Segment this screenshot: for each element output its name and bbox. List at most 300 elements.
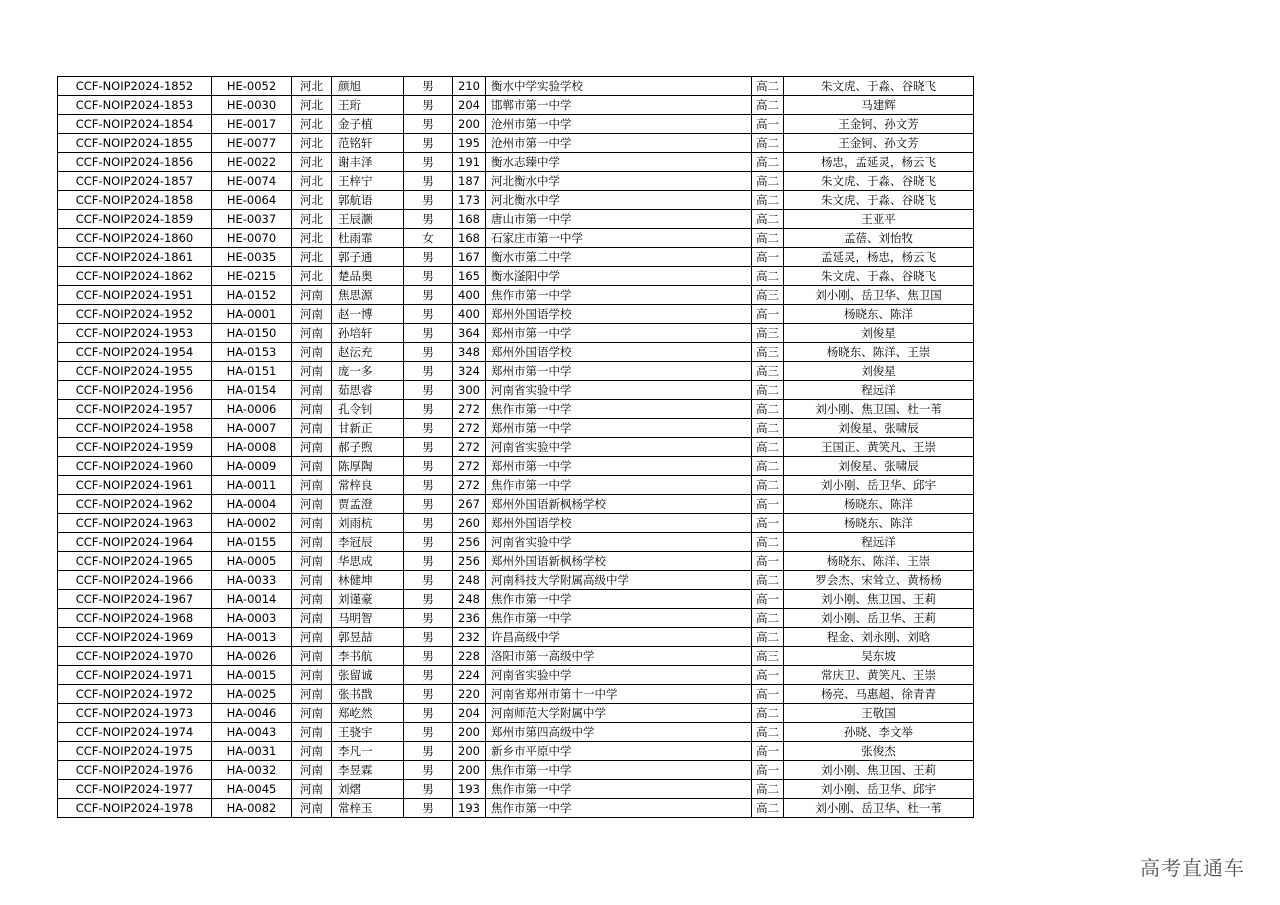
grade-cell: 高二 [752, 723, 784, 742]
grade-cell: 高二 [752, 229, 784, 248]
student-name-cell: 李昱霖 [332, 761, 404, 780]
grade-cell: 高二 [752, 172, 784, 191]
exam-id-cell: HA-0026 [212, 647, 292, 666]
gender-cell: 男 [404, 590, 453, 609]
cert-id-cell: CCF-NOIP2024-1963 [58, 514, 212, 533]
cert-id-cell: CCF-NOIP2024-1857 [58, 172, 212, 191]
school-cell: 洛阳市第一高级中学 [486, 647, 752, 666]
province-cell: 河南 [292, 590, 332, 609]
cert-id-cell: CCF-NOIP2024-1861 [58, 248, 212, 267]
student-name-cell: 郝子煦 [332, 438, 404, 457]
exam-id-cell: HA-0008 [212, 438, 292, 457]
student-name-cell: 郭子通 [332, 248, 404, 267]
grade-cell: 高二 [752, 438, 784, 457]
coach-cell: 王国正、黄笑凡、王崇 [784, 438, 974, 457]
gender-cell: 男 [404, 96, 453, 115]
cert-id-cell: CCF-NOIP2024-1965 [58, 552, 212, 571]
coach-cell: 孙晓、李文举 [784, 723, 974, 742]
student-name-cell: 常梓良 [332, 476, 404, 495]
province-cell: 河南 [292, 419, 332, 438]
grade-cell: 高二 [752, 476, 784, 495]
gender-cell: 男 [404, 533, 453, 552]
cert-id-cell: CCF-NOIP2024-1859 [58, 210, 212, 229]
school-cell: 郑州市第一中学 [486, 362, 752, 381]
coach-cell: 王亚平 [784, 210, 974, 229]
table-row [58, 229, 974, 248]
province-cell: 河南 [292, 400, 332, 419]
score-cell: 200 [453, 723, 486, 742]
grade-cell: 高二 [752, 153, 784, 172]
exam-id-cell: HE-0035 [212, 248, 292, 267]
school-cell: 邯郸市第一中学 [486, 96, 752, 115]
table-row [58, 77, 974, 96]
student-name-cell: 谢丰泽 [332, 153, 404, 172]
exam-id-cell: HE-0077 [212, 134, 292, 153]
exam-id-cell: HA-0011 [212, 476, 292, 495]
province-cell: 河南 [292, 286, 332, 305]
table-body [58, 77, 974, 818]
coach-cell: 罗会杰、宋耸立、黄杨杨 [784, 571, 974, 590]
student-name-cell: 郭昱喆 [332, 628, 404, 647]
province-cell: 河南 [292, 457, 332, 476]
table-row [58, 704, 974, 723]
province-cell: 河南 [292, 552, 332, 571]
coach-cell: 杨晓东、陈洋 [784, 495, 974, 514]
cert-id-cell: CCF-NOIP2024-1973 [58, 704, 212, 723]
student-name-cell: 庞一多 [332, 362, 404, 381]
province-cell: 河南 [292, 742, 332, 761]
gender-cell: 男 [404, 381, 453, 400]
grade-cell: 高二 [752, 457, 784, 476]
score-cell: 168 [453, 229, 486, 248]
table-row [58, 590, 974, 609]
gender-cell: 男 [404, 343, 453, 362]
province-cell: 河北 [292, 96, 332, 115]
gender-cell: 男 [404, 210, 453, 229]
grade-cell: 高二 [752, 96, 784, 115]
student-name-cell: 孔令钊 [332, 400, 404, 419]
grade-cell: 高二 [752, 419, 784, 438]
coach-cell: 程远洋 [784, 381, 974, 400]
score-cell: 168 [453, 210, 486, 229]
coach-cell: 杨晓东、陈洋 [784, 514, 974, 533]
student-name-cell: 范铭轩 [332, 134, 404, 153]
exam-id-cell: HE-0052 [212, 77, 292, 96]
grade-cell: 高三 [752, 286, 784, 305]
student-name-cell: 楚品奥 [332, 267, 404, 286]
score-cell: 193 [453, 799, 486, 818]
table-row [58, 514, 974, 533]
table-row [58, 153, 974, 172]
student-name-cell: 刘熠 [332, 780, 404, 799]
exam-id-cell: HA-0043 [212, 723, 292, 742]
exam-id-cell: HA-0006 [212, 400, 292, 419]
cert-id-cell: CCF-NOIP2024-1955 [58, 362, 212, 381]
score-cell: 267 [453, 495, 486, 514]
student-name-cell: 甘新正 [332, 419, 404, 438]
student-name-cell: 张留诚 [332, 666, 404, 685]
grade-cell: 高一 [752, 248, 784, 267]
table-row [58, 248, 974, 267]
province-cell: 河北 [292, 267, 332, 286]
exam-id-cell: HE-0030 [212, 96, 292, 115]
student-name-cell: 王梓宁 [332, 172, 404, 191]
grade-cell: 高二 [752, 134, 784, 153]
gender-cell: 男 [404, 172, 453, 191]
province-cell: 河南 [292, 305, 332, 324]
grade-cell: 高二 [752, 210, 784, 229]
score-cell: 400 [453, 286, 486, 305]
exam-id-cell: HE-0070 [212, 229, 292, 248]
school-cell: 焦作市第一中学 [486, 761, 752, 780]
coach-cell: 程金、刘永刚、刘晗 [784, 628, 974, 647]
table-row [58, 96, 974, 115]
gender-cell: 男 [404, 305, 453, 324]
coach-cell: 刘小刚、岳卫华、邱宇 [784, 780, 974, 799]
cert-id-cell: CCF-NOIP2024-1966 [58, 571, 212, 590]
exam-id-cell: HE-0037 [212, 210, 292, 229]
cert-id-cell: CCF-NOIP2024-1957 [58, 400, 212, 419]
table-row [58, 457, 974, 476]
coach-cell: 杨忠，孟延灵，杨云飞 [784, 153, 974, 172]
gender-cell: 男 [404, 134, 453, 153]
grade-cell: 高二 [752, 704, 784, 723]
student-name-cell: 李书航 [332, 647, 404, 666]
school-cell: 衡水滏阳中学 [486, 267, 752, 286]
gender-cell: 男 [404, 286, 453, 305]
grade-cell: 高二 [752, 533, 784, 552]
score-cell: 191 [453, 153, 486, 172]
student-name-cell: 马明智 [332, 609, 404, 628]
gender-cell: 男 [404, 248, 453, 267]
score-cell: 272 [453, 419, 486, 438]
school-cell: 郑州外国语学校 [486, 305, 752, 324]
cert-id-cell: CCF-NOIP2024-1858 [58, 191, 212, 210]
coach-cell: 马建辉 [784, 96, 974, 115]
grade-cell: 高三 [752, 324, 784, 343]
cert-id-cell: CCF-NOIP2024-1853 [58, 96, 212, 115]
table-row [58, 267, 974, 286]
school-cell: 河南省实验中学 [486, 438, 752, 457]
exam-id-cell: HA-0045 [212, 780, 292, 799]
score-cell: 364 [453, 324, 486, 343]
school-cell: 郑州市第一中学 [486, 419, 752, 438]
school-cell: 河北衡水中学 [486, 191, 752, 210]
province-cell: 河南 [292, 533, 332, 552]
coach-cell: 刘俊星 [784, 362, 974, 381]
exam-id-cell: HE-0074 [212, 172, 292, 191]
province-cell: 河北 [292, 134, 332, 153]
province-cell: 河北 [292, 210, 332, 229]
student-name-cell: 华思成 [332, 552, 404, 571]
school-cell: 焦作市第一中学 [486, 476, 752, 495]
province-cell: 河南 [292, 476, 332, 495]
student-name-cell: 杜雨霏 [332, 229, 404, 248]
score-cell: 272 [453, 400, 486, 419]
school-cell: 焦作市第一中学 [486, 780, 752, 799]
score-cell: 248 [453, 590, 486, 609]
student-name-cell: 李冠辰 [332, 533, 404, 552]
school-cell: 焦作市第一中学 [486, 286, 752, 305]
exam-id-cell: HA-0046 [212, 704, 292, 723]
cert-id-cell: CCF-NOIP2024-1862 [58, 267, 212, 286]
province-cell: 河南 [292, 685, 332, 704]
student-name-cell: 王珩 [332, 96, 404, 115]
exam-id-cell: HA-0150 [212, 324, 292, 343]
table-row [58, 761, 974, 780]
gender-cell: 男 [404, 704, 453, 723]
cert-id-cell: CCF-NOIP2024-1970 [58, 647, 212, 666]
student-name-cell: 郭航语 [332, 191, 404, 210]
coach-cell: 王金钶、孙文芳 [784, 115, 974, 134]
cert-id-cell: CCF-NOIP2024-1969 [58, 628, 212, 647]
table-row [58, 438, 974, 457]
province-cell: 河北 [292, 115, 332, 134]
student-name-cell: 金子植 [332, 115, 404, 134]
cert-id-cell: CCF-NOIP2024-1856 [58, 153, 212, 172]
table-row [58, 305, 974, 324]
exam-id-cell: HA-0005 [212, 552, 292, 571]
table-row [58, 134, 974, 153]
grade-cell: 高一 [752, 742, 784, 761]
table-row [58, 742, 974, 761]
table-row [58, 343, 974, 362]
school-cell: 郑州外国语学校 [486, 343, 752, 362]
grade-cell: 高三 [752, 343, 784, 362]
exam-id-cell: HE-0022 [212, 153, 292, 172]
gender-cell: 男 [404, 552, 453, 571]
student-name-cell: 李凡一 [332, 742, 404, 761]
province-cell: 河南 [292, 362, 332, 381]
school-cell: 河南省郑州市第十一中学 [486, 685, 752, 704]
cert-id-cell: CCF-NOIP2024-1967 [58, 590, 212, 609]
score-cell: 272 [453, 457, 486, 476]
cert-id-cell: CCF-NOIP2024-1954 [58, 343, 212, 362]
score-cell: 165 [453, 267, 486, 286]
student-name-cell: 贾孟澄 [332, 495, 404, 514]
coach-cell: 刘小刚、岳卫华、杜一苇 [784, 799, 974, 818]
score-cell: 272 [453, 476, 486, 495]
province-cell: 河南 [292, 761, 332, 780]
score-cell: 272 [453, 438, 486, 457]
table-row [58, 381, 974, 400]
cert-id-cell: CCF-NOIP2024-1958 [58, 419, 212, 438]
table-row [58, 780, 974, 799]
gender-cell: 男 [404, 723, 453, 742]
student-name-cell: 焦思源 [332, 286, 404, 305]
table-row [58, 533, 974, 552]
cert-id-cell: CCF-NOIP2024-1956 [58, 381, 212, 400]
gender-cell: 男 [404, 571, 453, 590]
cert-id-cell: CCF-NOIP2024-1959 [58, 438, 212, 457]
table-row [58, 400, 974, 419]
coach-cell: 刘小刚、焦卫国、杜一苇 [784, 400, 974, 419]
school-cell: 河南省实验中学 [486, 533, 752, 552]
student-name-cell: 张书戬 [332, 685, 404, 704]
school-cell: 郑州外国语新枫杨学校 [486, 552, 752, 571]
exam-id-cell: HA-0082 [212, 799, 292, 818]
gender-cell: 男 [404, 400, 453, 419]
gender-cell: 男 [404, 438, 453, 457]
score-cell: 200 [453, 742, 486, 761]
school-cell: 唐山市第一中学 [486, 210, 752, 229]
coach-cell: 刘小刚、岳卫华、邱宇 [784, 476, 974, 495]
cert-id-cell: CCF-NOIP2024-1976 [58, 761, 212, 780]
grade-cell: 高二 [752, 571, 784, 590]
score-cell: 173 [453, 191, 486, 210]
exam-id-cell: HA-0014 [212, 590, 292, 609]
grade-cell: 高一 [752, 685, 784, 704]
gender-cell: 男 [404, 761, 453, 780]
score-cell: 400 [453, 305, 486, 324]
cert-id-cell: CCF-NOIP2024-1855 [58, 134, 212, 153]
province-cell: 河北 [292, 153, 332, 172]
coach-cell: 刘小刚、焦卫国、王莉 [784, 590, 974, 609]
grade-cell: 高二 [752, 799, 784, 818]
exam-id-cell: HA-0032 [212, 761, 292, 780]
score-cell: 187 [453, 172, 486, 191]
exam-id-cell: HA-0155 [212, 533, 292, 552]
student-name-cell: 刘雨杭 [332, 514, 404, 533]
table-row [58, 495, 974, 514]
student-name-cell: 刘谨豪 [332, 590, 404, 609]
table-row [58, 799, 974, 818]
score-cell: 210 [453, 77, 486, 96]
table-row [58, 628, 974, 647]
table-row [58, 191, 974, 210]
gender-cell: 男 [404, 628, 453, 647]
exam-id-cell: HA-0003 [212, 609, 292, 628]
school-cell: 郑州市第一中学 [486, 457, 752, 476]
table-row [58, 571, 974, 590]
grade-cell: 高二 [752, 191, 784, 210]
score-cell: 248 [453, 571, 486, 590]
grade-cell: 高一 [752, 552, 784, 571]
exam-id-cell: HA-0025 [212, 685, 292, 704]
grade-cell: 高二 [752, 628, 784, 647]
grade-cell: 高三 [752, 362, 784, 381]
gender-cell: 男 [404, 666, 453, 685]
gender-cell: 男 [404, 647, 453, 666]
score-cell: 195 [453, 134, 486, 153]
table-row [58, 685, 974, 704]
gender-cell: 男 [404, 77, 453, 96]
exam-id-cell: HA-0031 [212, 742, 292, 761]
cert-id-cell: CCF-NOIP2024-1961 [58, 476, 212, 495]
score-cell: 236 [453, 609, 486, 628]
province-cell: 河南 [292, 628, 332, 647]
exam-id-cell: HE-0215 [212, 267, 292, 286]
exam-id-cell: HA-0004 [212, 495, 292, 514]
score-cell: 324 [453, 362, 486, 381]
province-cell: 河北 [292, 191, 332, 210]
exam-id-cell: HA-0013 [212, 628, 292, 647]
gender-cell: 男 [404, 362, 453, 381]
cert-id-cell: CCF-NOIP2024-1972 [58, 685, 212, 704]
school-cell: 石家庄市第一中学 [486, 229, 752, 248]
student-name-cell: 郑屹然 [332, 704, 404, 723]
province-cell: 河南 [292, 343, 332, 362]
province-cell: 河南 [292, 780, 332, 799]
province-cell: 河南 [292, 647, 332, 666]
cert-id-cell: CCF-NOIP2024-1978 [58, 799, 212, 818]
table-row [58, 476, 974, 495]
student-name-cell: 常梓玉 [332, 799, 404, 818]
results-table [57, 76, 974, 818]
gender-cell: 男 [404, 457, 453, 476]
table-row [58, 552, 974, 571]
province-cell: 河北 [292, 172, 332, 191]
province-cell: 河南 [292, 704, 332, 723]
coach-cell: 刘小刚、岳卫华、焦卫国 [784, 286, 974, 305]
cert-id-cell: CCF-NOIP2024-1977 [58, 780, 212, 799]
student-name-cell: 王辰灏 [332, 210, 404, 229]
school-cell: 郑州市第四高级中学 [486, 723, 752, 742]
cert-id-cell: CCF-NOIP2024-1860 [58, 229, 212, 248]
coach-cell: 杨晓东、陈洋、王崇 [784, 343, 974, 362]
province-cell: 河南 [292, 666, 332, 685]
school-cell: 衡水中学实验学校 [486, 77, 752, 96]
score-cell: 193 [453, 780, 486, 799]
exam-id-cell: HA-0033 [212, 571, 292, 590]
school-cell: 沧州市第一中学 [486, 115, 752, 134]
school-cell: 新乡市平原中学 [486, 742, 752, 761]
student-name-cell: 陈厚陶 [332, 457, 404, 476]
school-cell: 郑州市第一中学 [486, 324, 752, 343]
student-name-cell: 王骁宇 [332, 723, 404, 742]
gender-cell: 男 [404, 742, 453, 761]
coach-cell: 刘俊星、张啸辰 [784, 457, 974, 476]
gender-cell: 男 [404, 514, 453, 533]
table-row [58, 666, 974, 685]
coach-cell: 孟蓓、刘怡牧 [784, 229, 974, 248]
score-cell: 300 [453, 381, 486, 400]
cert-id-cell: CCF-NOIP2024-1975 [58, 742, 212, 761]
coach-cell: 杨晓东、陈洋、王崇 [784, 552, 974, 571]
cert-id-cell: CCF-NOIP2024-1968 [58, 609, 212, 628]
table-row [58, 647, 974, 666]
grade-cell: 高一 [752, 666, 784, 685]
exam-id-cell: HA-0007 [212, 419, 292, 438]
school-cell: 衡水市第二中学 [486, 248, 752, 267]
grade-cell: 高一 [752, 761, 784, 780]
grade-cell: 高三 [752, 647, 784, 666]
coach-cell: 刘俊星、张啸辰 [784, 419, 974, 438]
table-row [58, 115, 974, 134]
student-name-cell: 赵一博 [332, 305, 404, 324]
exam-id-cell: HA-0153 [212, 343, 292, 362]
score-cell: 256 [453, 552, 486, 571]
school-cell: 河南师范大学附属中学 [486, 704, 752, 723]
coach-cell: 朱文虎、于淼、谷晓飞 [784, 267, 974, 286]
coach-cell: 孟延灵，杨忠，杨云飞 [784, 248, 974, 267]
coach-cell: 朱文虎、于淼、谷晓飞 [784, 191, 974, 210]
score-cell: 167 [453, 248, 486, 267]
score-cell: 200 [453, 761, 486, 780]
school-cell: 河北衡水中学 [486, 172, 752, 191]
cert-id-cell: CCF-NOIP2024-1953 [58, 324, 212, 343]
province-cell: 河南 [292, 799, 332, 818]
cert-id-cell: CCF-NOIP2024-1960 [58, 457, 212, 476]
score-cell: 256 [453, 533, 486, 552]
score-cell: 204 [453, 96, 486, 115]
gender-cell: 男 [404, 609, 453, 628]
gender-cell: 男 [404, 495, 453, 514]
score-cell: 224 [453, 666, 486, 685]
student-name-cell: 颜旭 [332, 77, 404, 96]
coach-cell: 吴东坡 [784, 647, 974, 666]
province-cell: 河南 [292, 495, 332, 514]
